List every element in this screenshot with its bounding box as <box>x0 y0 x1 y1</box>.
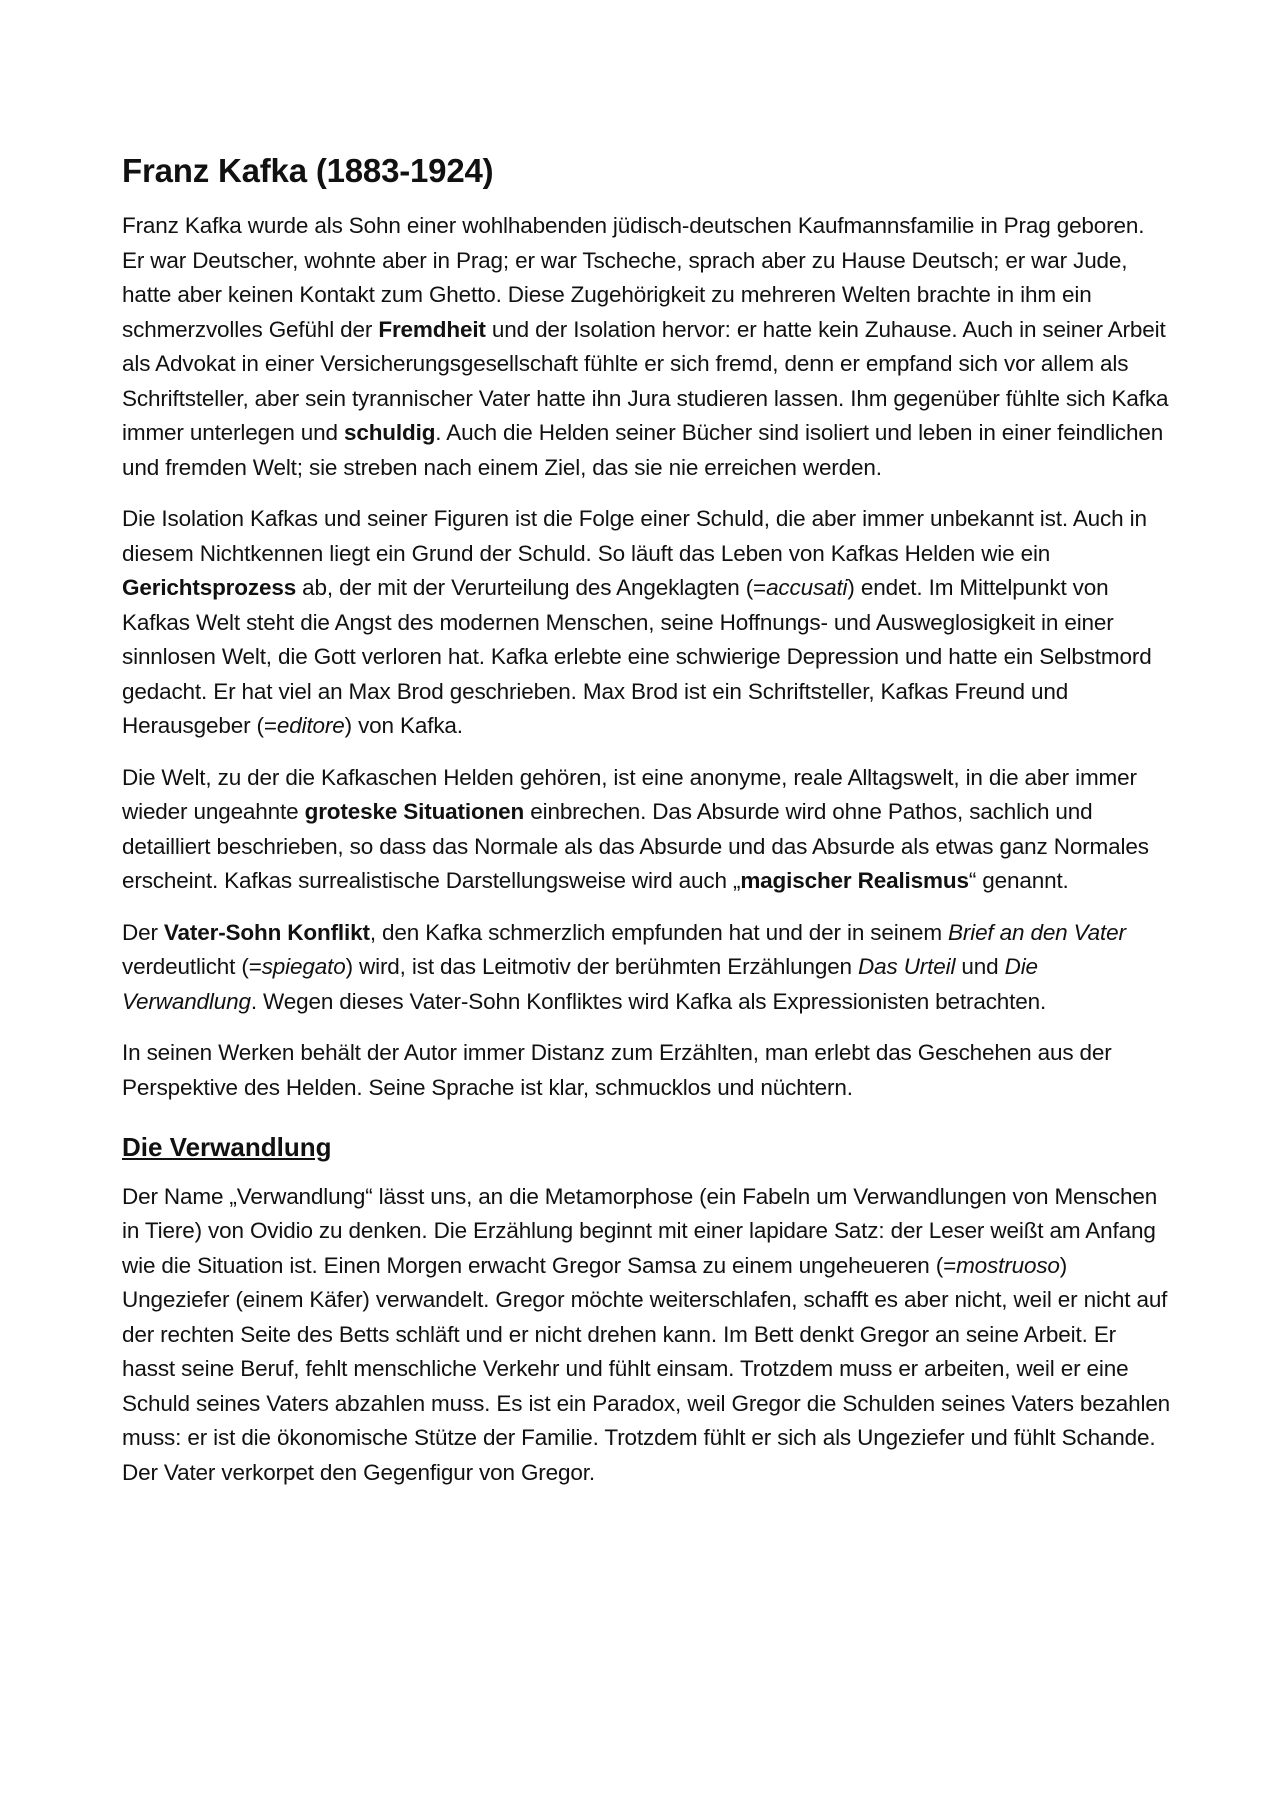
paragraph-world <box>122 761 1172 899</box>
text-run: Die Welt, zu der die Kafkaschen Helden gehören, ist eine anonyme, reale Alltagswelt, in die aber immer wieder ungeahnte <box>122 764 1137 825</box>
italic-title-urteil: Das Urteil <box>858 954 956 980</box>
italic-title-brief: Brief an den Vater <box>948 919 1126 945</box>
text-run: ) endet. Im Mittelpunkt von Kafkas Welt steht die Angst des modernen Menschen, seine Hoffnungs- und Ausweglosigkeit in einer sinnlosen Welt, die Gott verloren hat. Kafka erlebte eine schwierige Depression und hatte ein Selbstmord gedacht. Er hat viel an Max Brod geschrieben. Max Brod ist ein Schriftsteller, Kafkas Freund und Herausgeber (= <box>122 575 1152 739</box>
text-run: Der Name „Verwandlung“ lässt uns, an die Metamorphose (ein Fabeln um Verwandlungen von Menschen in Tiere) von Ovidio zu denken. Die Erzählung beginnt mit einer lapidare Satz: der Leser weißt am Anfang wie die Situation ist. Einen Morgen erwacht Gregor Samsa zu einem ungeheueren (= <box>122 1183 1158 1278</box>
bold-term-gerichtsprozess: Gerichtsprozess <box>122 575 297 601</box>
text-run: und <box>955 954 1005 980</box>
document-page <box>122 150 1172 1507</box>
bold-term-groteske: groteske Situationen <box>304 799 525 825</box>
paragraph-style: In seinen Werken behält der Autor immer Distanz zum Erzählten, man erlebt das Geschehen aus der Perspektive des Helden. Seine Sprache ist klar, schmucklos und nüchtern. <box>122 1040 1112 1100</box>
text-run: . Wegen dieses Vater-Sohn Konfliktes wird Kafka als Expressionisten betrachten. <box>250 988 1047 1014</box>
text-run: “ genannt. <box>968 868 1069 894</box>
text-run: , den Kafka schmerzlich empfunden hat und der in seinem <box>369 919 949 945</box>
text-run: Die Isolation Kafkas und seiner Figuren ist die Folge einer Schuld, die aber immer unbekannt ist. Auch in diesem Nichtkennen liegt ein Grund der Schuld. So läuft das Leben von Kafkas Helden wie ein <box>122 506 1147 566</box>
bold-term-vater-sohn: Vater-Sohn Konflikt <box>163 919 370 945</box>
section-heading: Die Verwandlung <box>122 1132 332 1163</box>
text-run: ) von Kafka. <box>344 713 463 739</box>
text-run: Der <box>122 919 164 945</box>
paragraph-biography <box>122 209 1172 485</box>
text-run: und der Isolation hervor: er hatte kein Zuhause. Auch in seiner Arbeit als Advokat in einer Versicherungsgesellschaft fühlte er sich fremd, denn er empfand sich vor allem als Schriftsteller, aber sein tyrannischer Vater hatte ihn Jura studieren lassen. Ihm gegenüber fühlte sich Kafka immer unterlegen und <box>122 316 1169 446</box>
text-run: Franz Kafka wurde als Sohn einer wohlhabenden jüdisch-deutschen Kaufmannsfamilie in Prag geboren. Er war Deutscher, wohnte aber in Prag; er war Tscheche, sprach aber zu Hause Deutsch; er war Jude, hatte aber keinen Kontakt zum Ghetto. Diese Zugehörigkeit zu mehreren Welten brachte in ihm ein schmerzvolles Gefühl der <box>122 213 1145 342</box>
italic-term-accusati: accusati <box>766 575 848 601</box>
text-run: einbrechen. Das Absurde wird ohne Pathos, sachlich und detailliert beschrieben, so dass das Normale als das Absurde und das Absurde als etwas ganz Normales erscheint. Kafkas surrealistische Darstellungsweise wird auch „ <box>122 799 1149 894</box>
bold-term-fremdheit: Fremdheit <box>378 316 486 342</box>
paragraph-father-son <box>122 916 1172 1020</box>
text-run: verdeutlicht (= <box>122 954 262 980</box>
italic-title-verwandlung: Die Verwandlung <box>122 954 1038 1014</box>
text-run: ab, der mit der Verurteilung des Angeklagten (= <box>296 575 767 601</box>
bold-term-schuldig: schuldig <box>343 420 436 446</box>
text-run: . Auch die Helden seiner Bücher sind isoliert und leben in einer feindlichen und fremden Welt; sie streben nach einem Ziel, das sie nie erreichen werden. <box>122 420 1164 480</box>
italic-term-mostruoso: mostruoso <box>956 1252 1060 1278</box>
italic-term-spiegato: spiegato <box>261 954 346 980</box>
paragraph-verwandlung <box>122 1180 1172 1491</box>
italic-term-editore: editore <box>276 713 345 739</box>
text-run: ) Ungeziefer (einem Käfer) verwandelt. Gregor möchte weiterschlafen, schafft es aber nicht, weil er nicht auf der rechten Seite des Betts schläft und er nicht drehen kann. Im Bett denkt Gregor an seine Arbeit. Er hasst seine Beruf, fehlt menschliche Verkehr und fühlt einsam. Trotzdem muss er arbeiten, weil er eine Schuld seines Vaters abzahlen muss. Es ist ein Paradox, weil Gregor die Schulden seines Vaters bezahlen muss: er ist die ökonomische Stütze der Familie. Trotzdem fühlt er sich als Ungeziefer und fühlt Schande. Der Vater verkorpet den Gegenfigur von Gregor. <box>122 1252 1171 1485</box>
text-run: ) wird, ist das Leitmotiv der berühmten Erzählungen <box>345 954 859 980</box>
bold-term-magischer-realismus: magischer Realismus <box>740 868 969 894</box>
page-title: Franz Kafka (1883-1924) <box>122 152 494 189</box>
paragraph-isolation <box>122 502 1172 744</box>
